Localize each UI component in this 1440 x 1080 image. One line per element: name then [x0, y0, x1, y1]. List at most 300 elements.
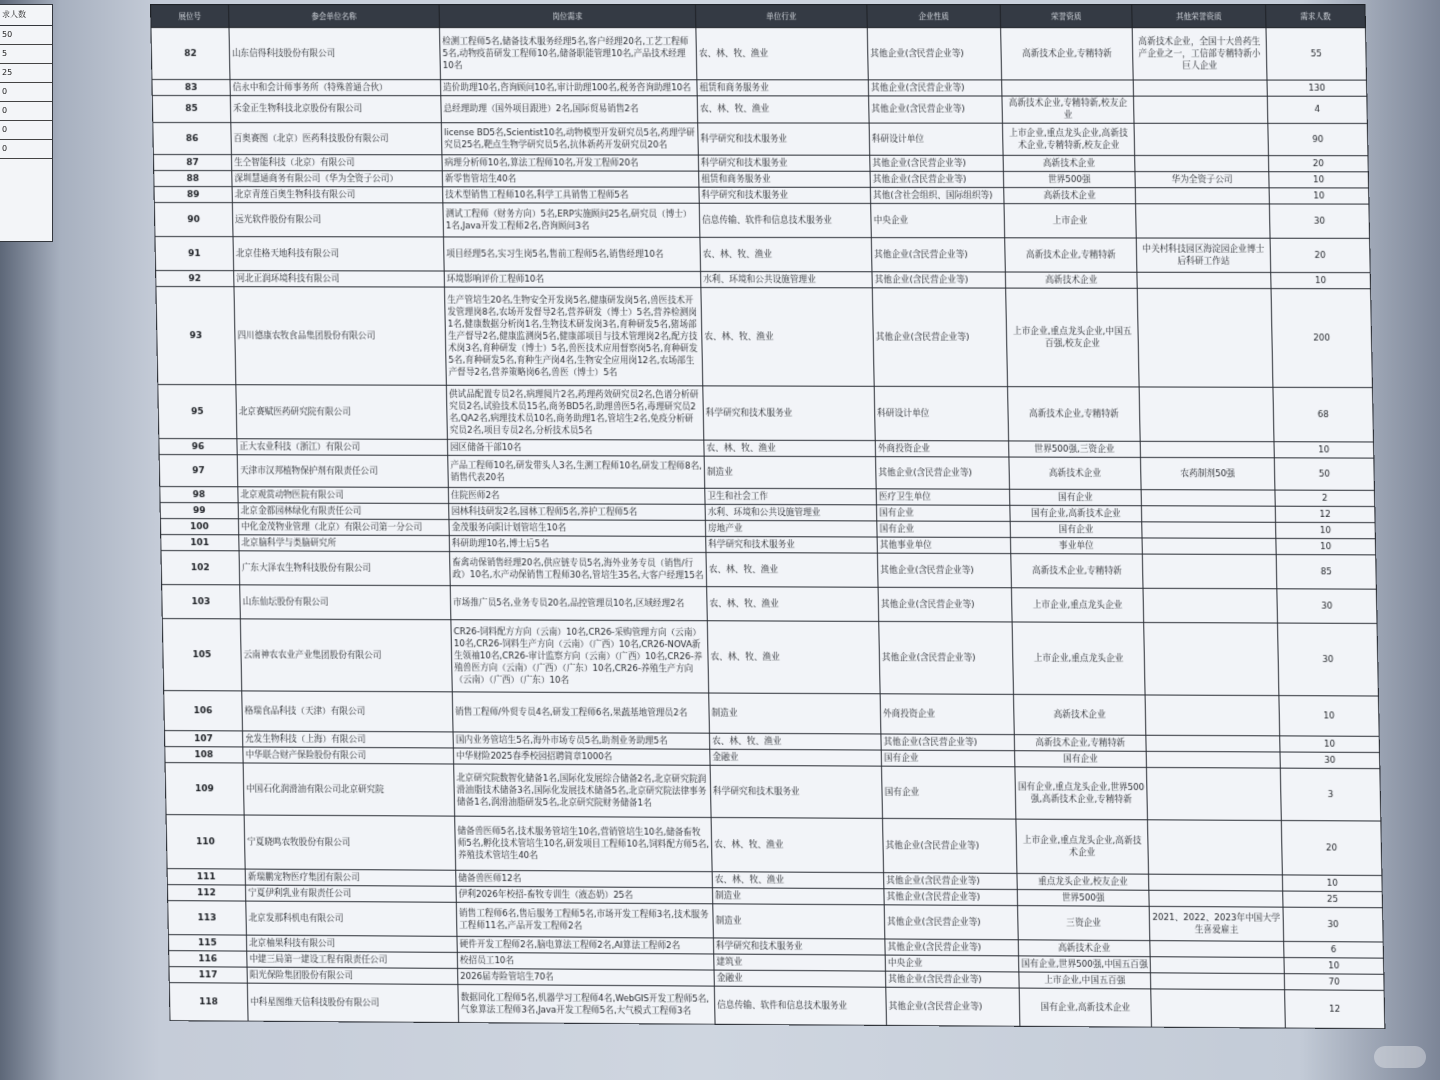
honors-cell: 高新技术企业,专精特新: [1001, 28, 1134, 80]
other-honors-cell: [1147, 820, 1282, 875]
table-row: [169, 983, 1385, 1029]
table-row: [162, 585, 1377, 624]
header-honors: 荣誉资质: [1000, 5, 1132, 28]
booth-cell: 100: [160, 519, 238, 535]
fragment-cell: 0: [0, 140, 52, 159]
headcount-cell: 3: [1280, 768, 1381, 821]
other-honors-cell: [1146, 751, 1280, 768]
booth-cell: 117: [169, 967, 247, 984]
booth-cell: 116: [169, 951, 247, 967]
industry-cell: 制造业: [713, 904, 885, 939]
nature-cell: 医疗卫生单位: [876, 489, 1010, 506]
company-cell: 中化金茂物业管理（北京）有限公司第一分公司: [238, 519, 449, 536]
honors-cell: 上市企业: [1004, 204, 1136, 238]
honors-cell: 国有企业,世界500强,中国五百强: [1019, 956, 1151, 973]
header-industry: 单位行业: [695, 5, 867, 28]
industry-cell: 信息传输、软件和信息技术服务业: [714, 986, 886, 1025]
positions-cell: 伊利2026年校招-畜牧专训生（液态奶）25名: [456, 886, 713, 904]
booth-cell: 107: [164, 731, 242, 747]
headcount-cell: 4: [1267, 96, 1367, 123]
nature-cell: 其他企业(含民营企业等): [869, 96, 1003, 123]
booth-cell: 109: [165, 763, 244, 815]
company-cell: 中建三局第一建设工程有限责任公司: [247, 951, 458, 968]
company-cell: 中科星图维天信科技股份有限公司: [247, 983, 458, 1022]
nature-cell: 科研设计单位: [869, 123, 1003, 155]
positions-cell: 环境影响评价工程师10名: [444, 271, 701, 288]
positions-cell: 供试品配置专员2名,病理阅片2名,药理药效研究员2名,色谱分析研究员2名,试验技术员15名,商务BD5名,助理兽医5名,毒理研究员2名,QA2名,病理技术员10名,商务助理1名,管培生2名,免疫分析研究员2名,项目专员2名,分析技术员5名: [446, 385, 703, 440]
honors-cell: 三资企业: [1018, 906, 1150, 941]
headcount-cell: 200: [1271, 289, 1372, 388]
honors-cell: 高新技术企业: [1013, 694, 1145, 735]
honors-cell: 上市企业,重点龙头企业: [1011, 588, 1143, 623]
table-row: [154, 171, 1369, 188]
positions-cell: 园区储备干部10名: [447, 439, 704, 456]
positions-cell: 科研助理10名,博士后5名: [449, 536, 706, 553]
booth-cell: 110: [166, 815, 245, 869]
booth-cell: 101: [161, 535, 239, 551]
other-honors-cell: 高新技术企业，全国十大兽药生产企业之一，工信部专精特新小巨人企业: [1132, 28, 1267, 80]
headcount-cell: 30: [1277, 623, 1378, 696]
industry-cell: 科学研究和技术服务业: [706, 536, 878, 553]
booth-cell: 85: [152, 96, 231, 123]
booth-cell: 98: [160, 487, 238, 503]
company-cell: 宁夏伊利乳业有限责任公司: [245, 885, 456, 902]
honors-cell: 高新技术企业: [1005, 272, 1137, 288]
industry-cell: 农、林、牧、渔业: [697, 96, 869, 123]
booth-cell: 115: [168, 935, 246, 951]
positions-cell: 市场推广员5名,业务专员20名,品控管理员10名,区域经理2名: [450, 586, 707, 621]
other-honors-cell: [1150, 941, 1284, 958]
table-row: [162, 619, 1378, 696]
headcount-cell: 50: [1274, 458, 1374, 491]
nature-cell: 外商投资企业: [875, 441, 1009, 457]
table-row: [155, 237, 1370, 273]
headcount-cell: 70: [1284, 974, 1384, 991]
table-row: [154, 187, 1369, 205]
fragment-cell: 5: [0, 45, 52, 64]
company-cell: 北京观赏动物医院有限公司: [238, 487, 449, 504]
company-cell: 北京青莲百奥生物科技有限公司: [232, 187, 443, 203]
other-honors-cell: [1149, 890, 1283, 907]
table-header-row: [151, 5, 1366, 28]
company-cell: 北京佳格天地科技有限公司: [233, 237, 444, 271]
header-nature: 企业性质: [867, 5, 1001, 28]
booth-cell: 95: [158, 385, 237, 439]
other-honors-cell: [1137, 272, 1271, 288]
positions-cell: 新零售管培生40名: [442, 171, 699, 187]
headcount-cell: 30: [1280, 752, 1380, 769]
company-cell: 阳光保险集团股份有限公司: [247, 967, 458, 984]
honors-cell: 上市企业,重点龙头企业,高新技术企业,专精特新,校友企业: [1002, 123, 1134, 155]
headcount-cell: 20: [1268, 156, 1368, 172]
company-cell: 北京柚果科技有限公司: [246, 935, 457, 952]
booth-cell: 102: [161, 551, 240, 585]
nature-cell: 其他企业(含民营企业等): [868, 80, 1002, 96]
positions-cell: 数据同化工程师5名,机器学习工程师4名,WebGIS开发工程师5名,气象算法工程师3名,Java开发工程师5名,大气模式工程师3名: [458, 984, 715, 1024]
honors-cell: 世界500强: [1003, 171, 1135, 187]
fragment-cell: 50: [0, 26, 52, 45]
booth-cell: 105: [162, 619, 241, 691]
nature-cell: 国有企业: [876, 505, 1010, 522]
honors-cell: 高新技术企业,专精特新: [1005, 238, 1137, 272]
industry-cell: 制造业: [709, 693, 881, 734]
fragment-cell: 0: [0, 83, 52, 102]
headcount-cell: 130: [1267, 80, 1367, 96]
adjacent-table-fragment: [0, 4, 53, 242]
industry-cell: 科学研究和技术服务业: [713, 938, 885, 955]
other-honors-cell: [1146, 735, 1280, 752]
honors-cell: 事业单位: [1010, 537, 1142, 554]
company-cell: 深圳慧通商务有限公司（华为全资子公司）: [232, 171, 443, 187]
industry-cell: 农、林、牧、渔业: [707, 587, 879, 622]
industry-cell: 农、林、牧、渔业: [701, 288, 874, 387]
company-cell: 远光软件股份有限公司: [232, 203, 443, 237]
honors-cell: 上市企业,重点龙头企业,中国五百强,校友企业: [1006, 288, 1139, 387]
other-honors-cell: [1145, 695, 1280, 736]
other-honors-cell: [1135, 155, 1269, 171]
positions-cell: 硬件开发工程师2名,脑电算法工程师2名,AI算法工程师2名: [457, 936, 714, 954]
table-row: [165, 763, 1381, 821]
honors-cell: 国有企业: [1010, 521, 1142, 538]
other-honors-cell: [1133, 80, 1267, 96]
industry-cell: 农、林、牧、渔业: [709, 733, 881, 750]
headcount-cell: 10: [1279, 696, 1379, 737]
company-cell: 格瑞食品科技（天津）有限公司: [242, 691, 453, 732]
headcount-cell: 10: [1271, 272, 1371, 288]
other-honors-cell: [1139, 387, 1274, 442]
industry-cell: 农、林、牧、渔业: [711, 817, 883, 872]
honors-cell: 国有企业: [1010, 489, 1142, 506]
positions-cell: 销售工程师6名,售后服务工程师5名,市场开发工程师3名,技术服务工程师11名,产品开发工程师2名: [456, 902, 713, 938]
honors-cell: 国有企业,重点龙头企业,世界500强,高新技术企业,专精特新: [1015, 767, 1148, 820]
headcount-cell: 6: [1284, 941, 1384, 958]
booth-cell: 88: [154, 171, 232, 187]
nature-cell: 其他企业(含民营企业等): [885, 939, 1019, 956]
headcount-cell: 10: [1284, 958, 1384, 975]
industry-cell: 科学研究和技术服务业: [703, 386, 875, 441]
other-honors-cell: [1136, 204, 1270, 238]
other-honors-cell: [1133, 96, 1267, 123]
nature-cell: 其他企业(含民营企业等): [886, 987, 1020, 1026]
industry-cell: 农、林、牧、渔业: [707, 621, 880, 694]
positions-cell: 储备兽医师12名: [456, 870, 713, 888]
honors-cell: 高新技术企业: [1009, 457, 1141, 490]
industry-cell: 制造业: [704, 456, 876, 489]
headcount-cell: 10: [1280, 736, 1380, 753]
industry-cell: 科学研究和技术服务业: [699, 187, 871, 203]
positions-cell: 园林科技研发2名,园林工程师5名,养护工程师5名: [449, 503, 706, 520]
honors-cell: 上市企业,中国五百强: [1019, 972, 1151, 989]
app-watermark-logo: [1374, 1046, 1426, 1068]
positions-cell: license BD5名,Scientist10名,动物模型开发研究员5名,药理学研究员25名,靶点生物学研究员5名,抗体新药开发研究员20名: [441, 123, 698, 155]
positions-cell: 中华财险2025春季校园招聘简章1000名: [453, 748, 710, 765]
industry-cell: 农、林、牧、渔业: [704, 440, 876, 457]
headcount-cell: 10: [1269, 188, 1369, 204]
other-honors-cell: [1134, 123, 1268, 155]
other-honors-cell: [1149, 874, 1283, 891]
other-honors-cell: [1143, 588, 1277, 623]
positions-cell: 国内业务管培生5名,海外市场专员5名,助剂业务助理5名: [453, 732, 710, 749]
positions-cell: 项目经理5名,实习生岗5名,售前工程师5名,销售经理10名: [444, 237, 701, 272]
industry-cell: 农、林、牧、渔业: [712, 872, 884, 889]
booth-cell: 90: [154, 203, 233, 237]
honors-cell: 高新技术企业,专精特新: [1011, 554, 1143, 589]
other-honors-cell: [1140, 441, 1274, 457]
other-honors-cell: [1144, 622, 1279, 695]
industry-cell: 水利、环境和公共设施管理业: [701, 271, 873, 287]
honors-cell: 上市企业,重点龙头企业: [1012, 622, 1145, 695]
industry-cell: 农、林、牧、渔业: [700, 237, 872, 271]
company-cell: 正大农业科技（浙江）有限公司: [237, 439, 448, 456]
company-cell: 允发生物科技（上海）有限公司: [243, 731, 454, 748]
nature-cell: 国有企业: [881, 750, 1015, 767]
company-cell: 禾金正生物科技北京股份有限公司: [230, 96, 441, 123]
fragment-cell: 0: [0, 121, 52, 140]
other-honors-cell: 2021、2022、2023年中国大学生喜爱雇主: [1149, 906, 1284, 941]
nature-cell: 其他(含社会组织、国际组织等): [870, 187, 1004, 203]
nature-cell: 其他企业(含民营企业等): [867, 28, 1001, 80]
booth-cell: 97: [159, 455, 238, 487]
table-row: [159, 455, 1374, 491]
booth-cell: 82: [151, 28, 230, 80]
headcount-cell: 25: [1283, 891, 1383, 908]
honors-cell: [1002, 80, 1134, 96]
other-honors-cell: [1142, 522, 1276, 539]
company-cell: 天津市汉邦植物保护剂有限责任公司: [237, 455, 448, 488]
nature-cell: 其他企业(含民营企业等): [881, 734, 1015, 751]
table-row: [164, 691, 1380, 737]
job-fair-sheet: [150, 4, 1385, 1029]
company-cell: 生仝智能科技（北京）有限公司: [231, 155, 442, 171]
table-row: [158, 385, 1374, 442]
industry-cell: 租赁和商务服务业: [697, 80, 869, 96]
company-cell: 北京脑科学与类脑研究所: [239, 535, 450, 552]
industry-cell: 租赁和商务服务业: [699, 171, 871, 187]
positions-cell: 测试工程师（财务方向）5名,ERP实施顾问25名,研究员（博士）1名,Java开发工程师2名,咨询顾问3名: [443, 203, 700, 237]
positions-cell: 总经理助理（国外项目跟进）2名,国际贸易销售2名: [441, 96, 698, 123]
job-fair-table: [150, 4, 1385, 1029]
booth-cell: 113: [168, 901, 247, 935]
industry-cell: 科学研究和技术服务业: [710, 765, 882, 818]
booth-cell: 111: [167, 869, 245, 885]
company-cell: 山东仙坛股份有限公司: [240, 585, 451, 620]
booth-cell: 93: [156, 287, 236, 385]
booth-cell: 86: [153, 123, 232, 155]
company-cell: 河北正润环境科技有限公司: [234, 271, 445, 287]
booth-cell: 87: [153, 155, 231, 171]
industry-cell: 农、林、牧、渔业: [706, 552, 878, 587]
honors-cell: 国有企业,高新技术企业: [1010, 505, 1142, 522]
booth-cell: 106: [164, 691, 243, 731]
industry-cell: 建筑业: [714, 954, 886, 971]
headcount-cell: 85: [1276, 555, 1376, 590]
company-cell: 宁夏晓鸣农牧股份有限公司: [244, 815, 456, 870]
other-honors-cell: [1142, 554, 1276, 589]
table-row: [152, 80, 1367, 97]
positions-cell: 金茂服务向阳计划管培生10名: [449, 520, 706, 537]
company-cell: 广东大泽农生物科技股份有限公司: [239, 551, 450, 586]
header-booth: 展位号: [151, 5, 229, 28]
positions-cell: 畜禽动保销售经理20名,供应链专员5名,海外业务专员（销售/行政）10名,水产动保销售工程师30名,管培生35名,大客户经理15名: [450, 552, 707, 587]
other-honors-cell: [1137, 288, 1273, 387]
positions-cell: 储备兽医师5名,技术服务管培生10名,营销管培生10名,储备畜牧师5名,孵化技术管培生10名,研发项目工程师10名,饲料配方师5名,养殖技术管培生40名: [455, 816, 712, 872]
header-other-honors: 其他荣誉资质: [1132, 5, 1266, 28]
nature-cell: 中央企业: [871, 203, 1005, 237]
nature-cell: 其他企业(含民营企业等): [885, 971, 1019, 988]
nature-cell: 外商投资企业: [880, 694, 1014, 735]
fragment-cell: 25: [0, 64, 52, 83]
headcount-cell: 30: [1283, 907, 1383, 942]
other-honors-cell: 华为全资子公司: [1135, 172, 1269, 188]
table-body: [151, 28, 1385, 1029]
nature-cell: 其他企业(含民营企业等): [872, 272, 1006, 288]
industry-cell: 金融业: [714, 970, 886, 987]
industry-cell: 科学研究和技术服务业: [698, 123, 870, 155]
industry-cell: 制造业: [712, 888, 884, 905]
positions-cell: 检测工程师5名,储备技术服务经理5名,客户经理20名,工艺工程师5名,动物疫苗研发工程师10名,储备职能管理10名,产品技术经理10名: [439, 28, 696, 80]
booth-cell: 108: [165, 747, 243, 763]
headcount-cell: 30: [1277, 589, 1377, 624]
company-cell: 中国石化润滑油有限公司北京研究院: [243, 763, 455, 816]
table-row: [152, 96, 1367, 124]
booth-cell: 96: [159, 439, 237, 455]
headcount-cell: 10: [1276, 538, 1376, 554]
company-cell: 新瑞鹏宠物医疗集团有限公司: [245, 869, 456, 886]
headcount-cell: 20: [1281, 821, 1382, 876]
headcount-cell: 10: [1276, 522, 1376, 538]
header-company: 参会单位名称: [229, 5, 440, 28]
booth-cell: 91: [155, 237, 234, 271]
honors-cell: 高新技术企业: [1018, 940, 1150, 957]
industry-cell: 水利、环境和公共设施管理业: [705, 504, 877, 521]
industry-cell: 卫生和社会工作: [705, 488, 877, 505]
nature-cell: 其他企业(含民营企业等): [876, 457, 1010, 490]
positions-cell: 销售工程师/外贸专员4名,研发工程师6名,果蔬基地管理员2名: [452, 692, 709, 733]
headcount-cell: 2: [1275, 490, 1375, 506]
company-cell: 百奥赛图（北京）医药科技股份有限公司: [231, 123, 442, 155]
header-positions: 岗位需求: [439, 5, 696, 28]
honors-cell: 高新技术企业,专精特新: [1014, 735, 1146, 752]
headcount-cell: 12: [1285, 990, 1385, 1029]
headcount-cell: 20: [1270, 238, 1370, 272]
positions-cell: 校招员工10名: [457, 952, 714, 970]
nature-cell: 国有企业: [882, 766, 1016, 819]
other-honors-cell: 中关村科技园区海淀园企业博士后科研工作站: [1136, 238, 1270, 272]
nature-cell: 其他企业(含民营企业等): [884, 873, 1018, 890]
honors-cell: 国有企业: [1015, 751, 1147, 768]
positions-cell: 技术型销售工程师10名,科学工具销售工程师5名: [443, 187, 700, 203]
positions-cell: 产品工程师10名,研发带头人3名,生测工程师10名,研发工程师8名,销售代表20名: [448, 455, 705, 488]
company-cell: 信永中和会计师事务所（特殊普通合伙）: [230, 80, 441, 96]
positions-cell: 病理分析师10名,算法工程师10名,开发工程师20名: [442, 155, 699, 171]
nature-cell: 中央企业: [885, 955, 1019, 972]
nature-cell: 其他企业(含民营企业等): [870, 155, 1004, 171]
other-honors-cell: [1141, 490, 1275, 507]
honors-cell: 世界500强: [1017, 889, 1149, 906]
other-honors-cell: [1142, 538, 1276, 555]
nature-cell: 其他企业(含民营企业等): [870, 171, 1004, 187]
positions-cell: 住院医师2名: [448, 487, 705, 504]
honors-cell: 重点龙头企业,校友企业: [1017, 873, 1149, 890]
booth-cell: 99: [160, 503, 238, 519]
booth-cell: 103: [162, 585, 241, 619]
table-row: [156, 287, 1373, 388]
company-cell: 北京赛赋医药研究院有限公司: [236, 385, 448, 440]
headcount-cell: 55: [1266, 28, 1367, 80]
honors-cell: 高新技术企业: [1004, 188, 1136, 204]
honors-cell: 高新技术企业,专精特新: [1008, 387, 1141, 442]
company-cell: 云南神农农业产业集团股份有限公司: [240, 619, 452, 692]
headcount-cell: 68: [1273, 387, 1374, 442]
nature-cell: 其他企业(含民营企业等): [884, 889, 1018, 906]
headcount-cell: 10: [1282, 875, 1382, 892]
fragment-header: 求人数: [0, 5, 52, 26]
nature-cell: 其他企业(含民营企业等): [871, 238, 1005, 272]
positions-cell: 造价助理10名,咨询顾问10名,审计助理100名,税务咨询助理10名: [440, 80, 697, 96]
other-honors-cell: 农药制剂50强: [1140, 457, 1274, 490]
company-cell: 北京发那科机电有限公司: [246, 901, 457, 936]
company-cell: 北京金都园林绿化有限责任公司: [238, 503, 449, 520]
other-honors-cell: [1151, 989, 1286, 1028]
booth-cell: 118: [169, 983, 248, 1022]
positions-cell: 2026届寿险管培生70名: [458, 968, 715, 986]
table-row: [154, 203, 1369, 239]
fragment-cell: 0: [0, 102, 52, 121]
industry-cell: 科学研究和技术服务业: [698, 155, 870, 171]
honors-cell: 国有企业,高新技术企业: [1019, 988, 1151, 1027]
nature-cell: 其他企业(含民营企业等): [878, 587, 1012, 622]
industry-cell: 金融业: [710, 749, 882, 766]
honors-cell: 高新技术企业: [1003, 155, 1135, 171]
nature-cell: 其他企业(含民营企业等): [872, 288, 1007, 387]
headcount-cell: 12: [1275, 506, 1375, 522]
headcount-cell: 10: [1269, 172, 1369, 188]
company-cell: 山东信得科技股份有限公司: [229, 28, 440, 80]
booth-cell: 83: [152, 80, 230, 96]
honors-cell: 世界500强,三资企业: [1009, 441, 1141, 457]
booth-cell: 92: [156, 271, 234, 287]
booth-cell: 89: [154, 187, 232, 203]
company-cell: 中华联合财产保险股份有限公司: [243, 747, 454, 764]
table-row: [161, 551, 1376, 590]
other-honors-cell: [1150, 957, 1284, 974]
header-headcount: 需求人数: [1266, 5, 1366, 28]
positions-cell: 北京研究院数智化储备1名,国际化发展综合储备2名,北京研究院润滑油脂技术储备3名,国际化发展技术储备5名,北京研究院法律事务储备1名,润滑油脂研发5名,北京研究院财务储备1名: [454, 764, 711, 817]
industry-cell: 房地产业: [705, 520, 877, 537]
other-honors-cell: [1135, 188, 1269, 204]
table-row: [166, 815, 1382, 876]
nature-cell: 其他企业(含民营企业等): [883, 818, 1017, 873]
other-honors-cell: [1150, 973, 1284, 990]
industry-cell: 农、林、牧、渔业: [696, 28, 868, 80]
honors-cell: 高新技术企业,专精特新,校友企业: [1002, 96, 1134, 123]
table-row: [151, 28, 1367, 81]
table-row: [153, 155, 1368, 172]
positions-cell: 生产管培生20名,生物安全开发岗5名,健康研发岗5名,兽医技术开发管理岗8名,农场开发督导2名,营养研发（博士）5名,营养检测岗1名,健康数据分析岗1名,生物技术研发岗3名,育种研发5名,猪场部生产督导2名,健康监测岗5名,健康部项目与技术管理岗2名,配方技术岗3名,育种研发（博士）5名,兽医技术应用督察岗5名,育种研发5名,育种研发5名,育种生产岗4名,生物安全应用岗12名,农场部生产督导2名,营养策略岗6名,兽医（博士）5名: [444, 287, 702, 386]
nature-cell: 科研设计单位: [874, 386, 1008, 441]
other-honors-cell: [1141, 506, 1275, 523]
headcount-cell: 30: [1269, 204, 1369, 238]
nature-cell: 其他企业(含民营企业等): [879, 621, 1014, 694]
headcount-cell: 90: [1268, 123, 1368, 155]
other-honors-cell: [1146, 767, 1281, 820]
table-row: [153, 123, 1368, 156]
headcount-cell: 10: [1274, 442, 1374, 458]
industry-cell: 信息传输、软件和信息技术服务业: [699, 203, 871, 237]
positions-cell: CR26-饲料配方方向（云南）10名,CR26-采购管理方向（云南）10名,CR26-饲料生产方向（云南）（广西）10名,CR26-NOVA新生领袖10名,CR26-审计监察方向（云南）（广西）10名,CR26-养殖兽医方向（云南）（广西）（广东）10名,CR26-养殖生产方向（云南）（广西）（广东）10名: [451, 620, 709, 693]
nature-cell: 其他企业(含民营企业等): [884, 905, 1018, 940]
nature-cell: 其他事业单位: [877, 537, 1011, 554]
